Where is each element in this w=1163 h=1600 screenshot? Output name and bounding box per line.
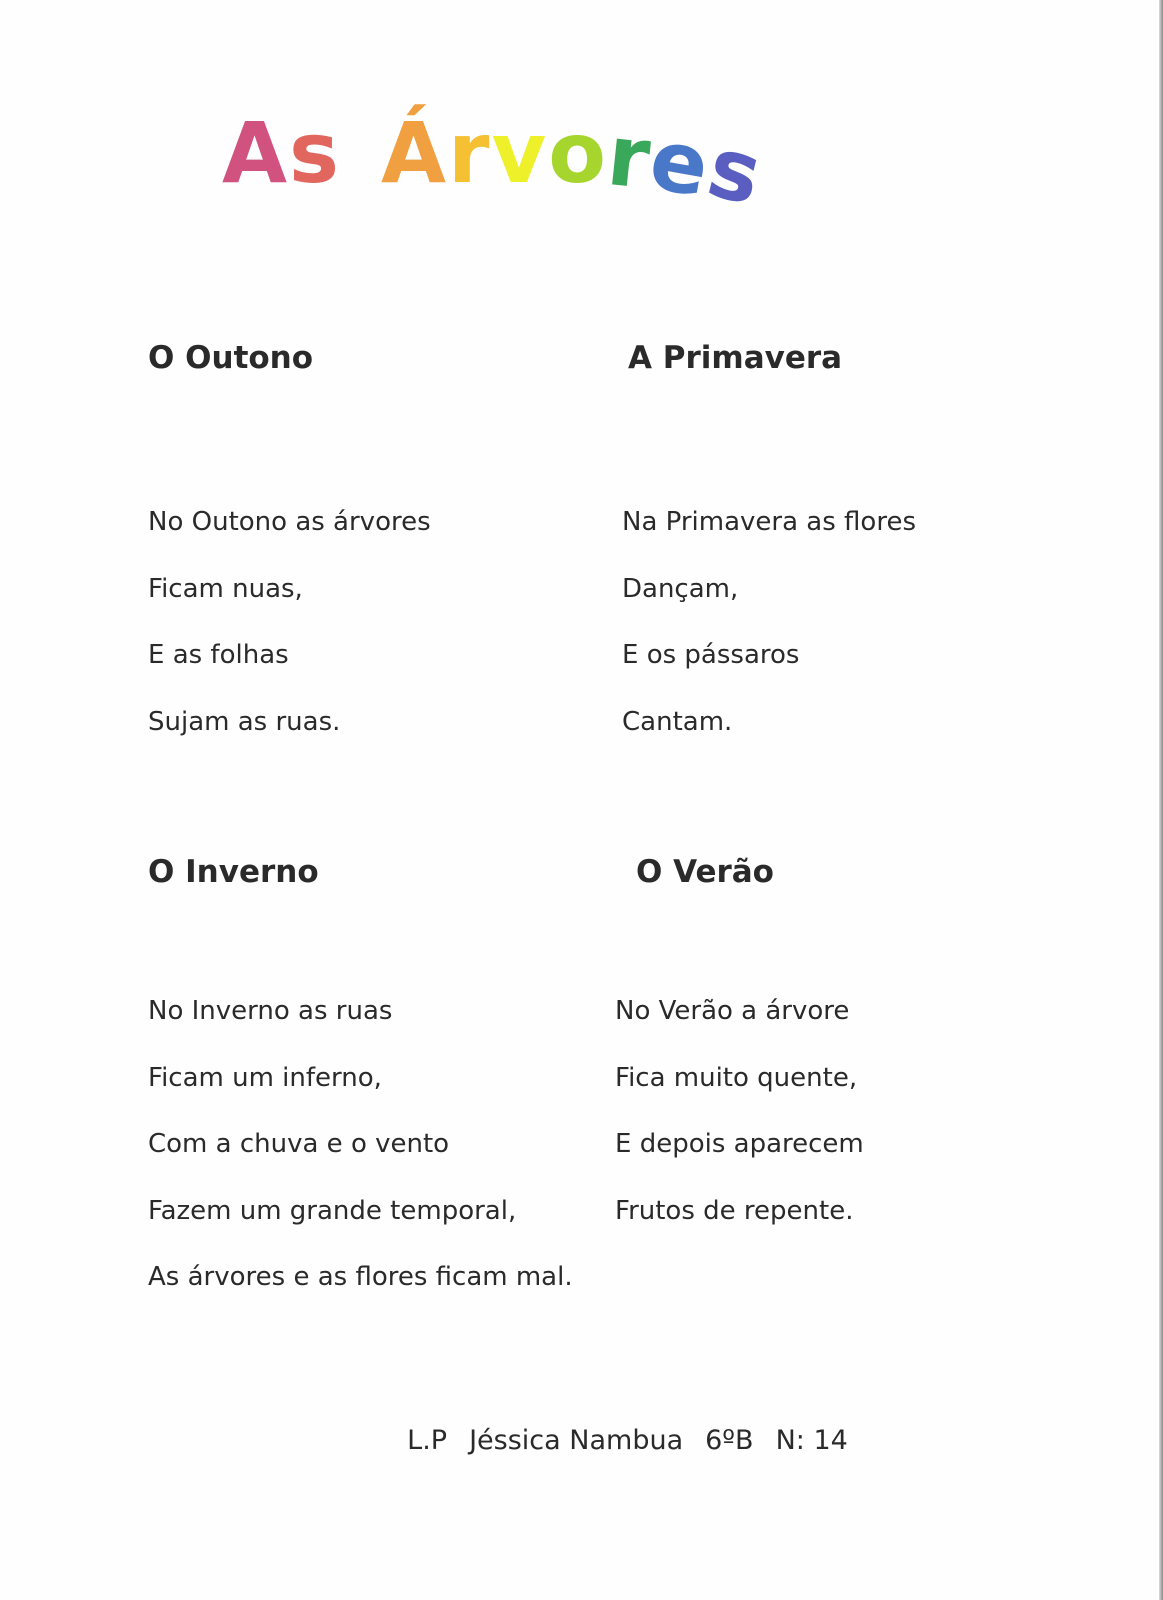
scan-edge: [1159, 0, 1163, 1600]
title-letter: s: [699, 117, 774, 226]
title-letter: r: [448, 104, 492, 203]
poem-line: Fazem um grande temporal,: [148, 1195, 517, 1226]
title-letter: o: [548, 104, 608, 203]
poem-line: No Outono as árvores: [148, 507, 431, 537]
section-heading: A Primavera: [628, 340, 843, 376]
poem-line: Na Primavera as flores: [622, 507, 916, 537]
poem-line: Frutos de repente.: [615, 1195, 854, 1226]
poem-line: E depois aparecem: [615, 1129, 864, 1159]
poem-line: E as folhas: [148, 640, 289, 670]
title-letter: Á: [381, 104, 449, 203]
title-letter: e: [643, 109, 719, 217]
page-title: [222, 104, 774, 226]
footer-subject: L.P: [407, 1425, 448, 1456]
poem-line: Ficam um inferno,: [148, 1062, 382, 1093]
footer-author: Jéssica Nambua: [469, 1425, 684, 1456]
poem-inverno: [148, 996, 573, 1329]
poem-line: No Inverno as ruas: [148, 996, 393, 1026]
poem-line: Cantam.: [622, 706, 733, 737]
footer-number: N: 14: [775, 1425, 848, 1456]
section-heading: O Verão: [636, 854, 774, 890]
poem-line: Ficam nuas,: [148, 573, 303, 604]
title-letter: s: [289, 104, 342, 203]
poem-primavera: [622, 507, 916, 773]
section-inverno: [148, 854, 319, 890]
poem-line: E os pássaros: [622, 640, 800, 670]
footer-class: 6ºB: [705, 1425, 754, 1456]
poem-outono: [148, 507, 431, 773]
poem-line: As árvores e as flores ficam mal.: [148, 1262, 573, 1292]
title-letter: v: [491, 104, 549, 203]
poem-line: Dançam,: [622, 573, 739, 604]
section-heading: O Inverno: [148, 854, 319, 890]
author-footer: [390, 1394, 870, 1456]
section-verao: [636, 854, 774, 890]
poem-line: No Verão a árvore: [615, 996, 850, 1026]
section-primavera: [628, 340, 842, 376]
title-letter: r: [602, 106, 657, 209]
poem-line: Com a chuva e o vento: [148, 1129, 450, 1159]
poem-verao: [615, 996, 864, 1262]
poem-line: Fica muito quente,: [615, 1062, 858, 1093]
poem-line: Sujam as ruas.: [148, 706, 341, 737]
title-letter: A: [222, 104, 290, 203]
section-outono: [148, 340, 313, 376]
section-heading: O Outono: [148, 340, 314, 376]
title-letter: [341, 104, 381, 202]
